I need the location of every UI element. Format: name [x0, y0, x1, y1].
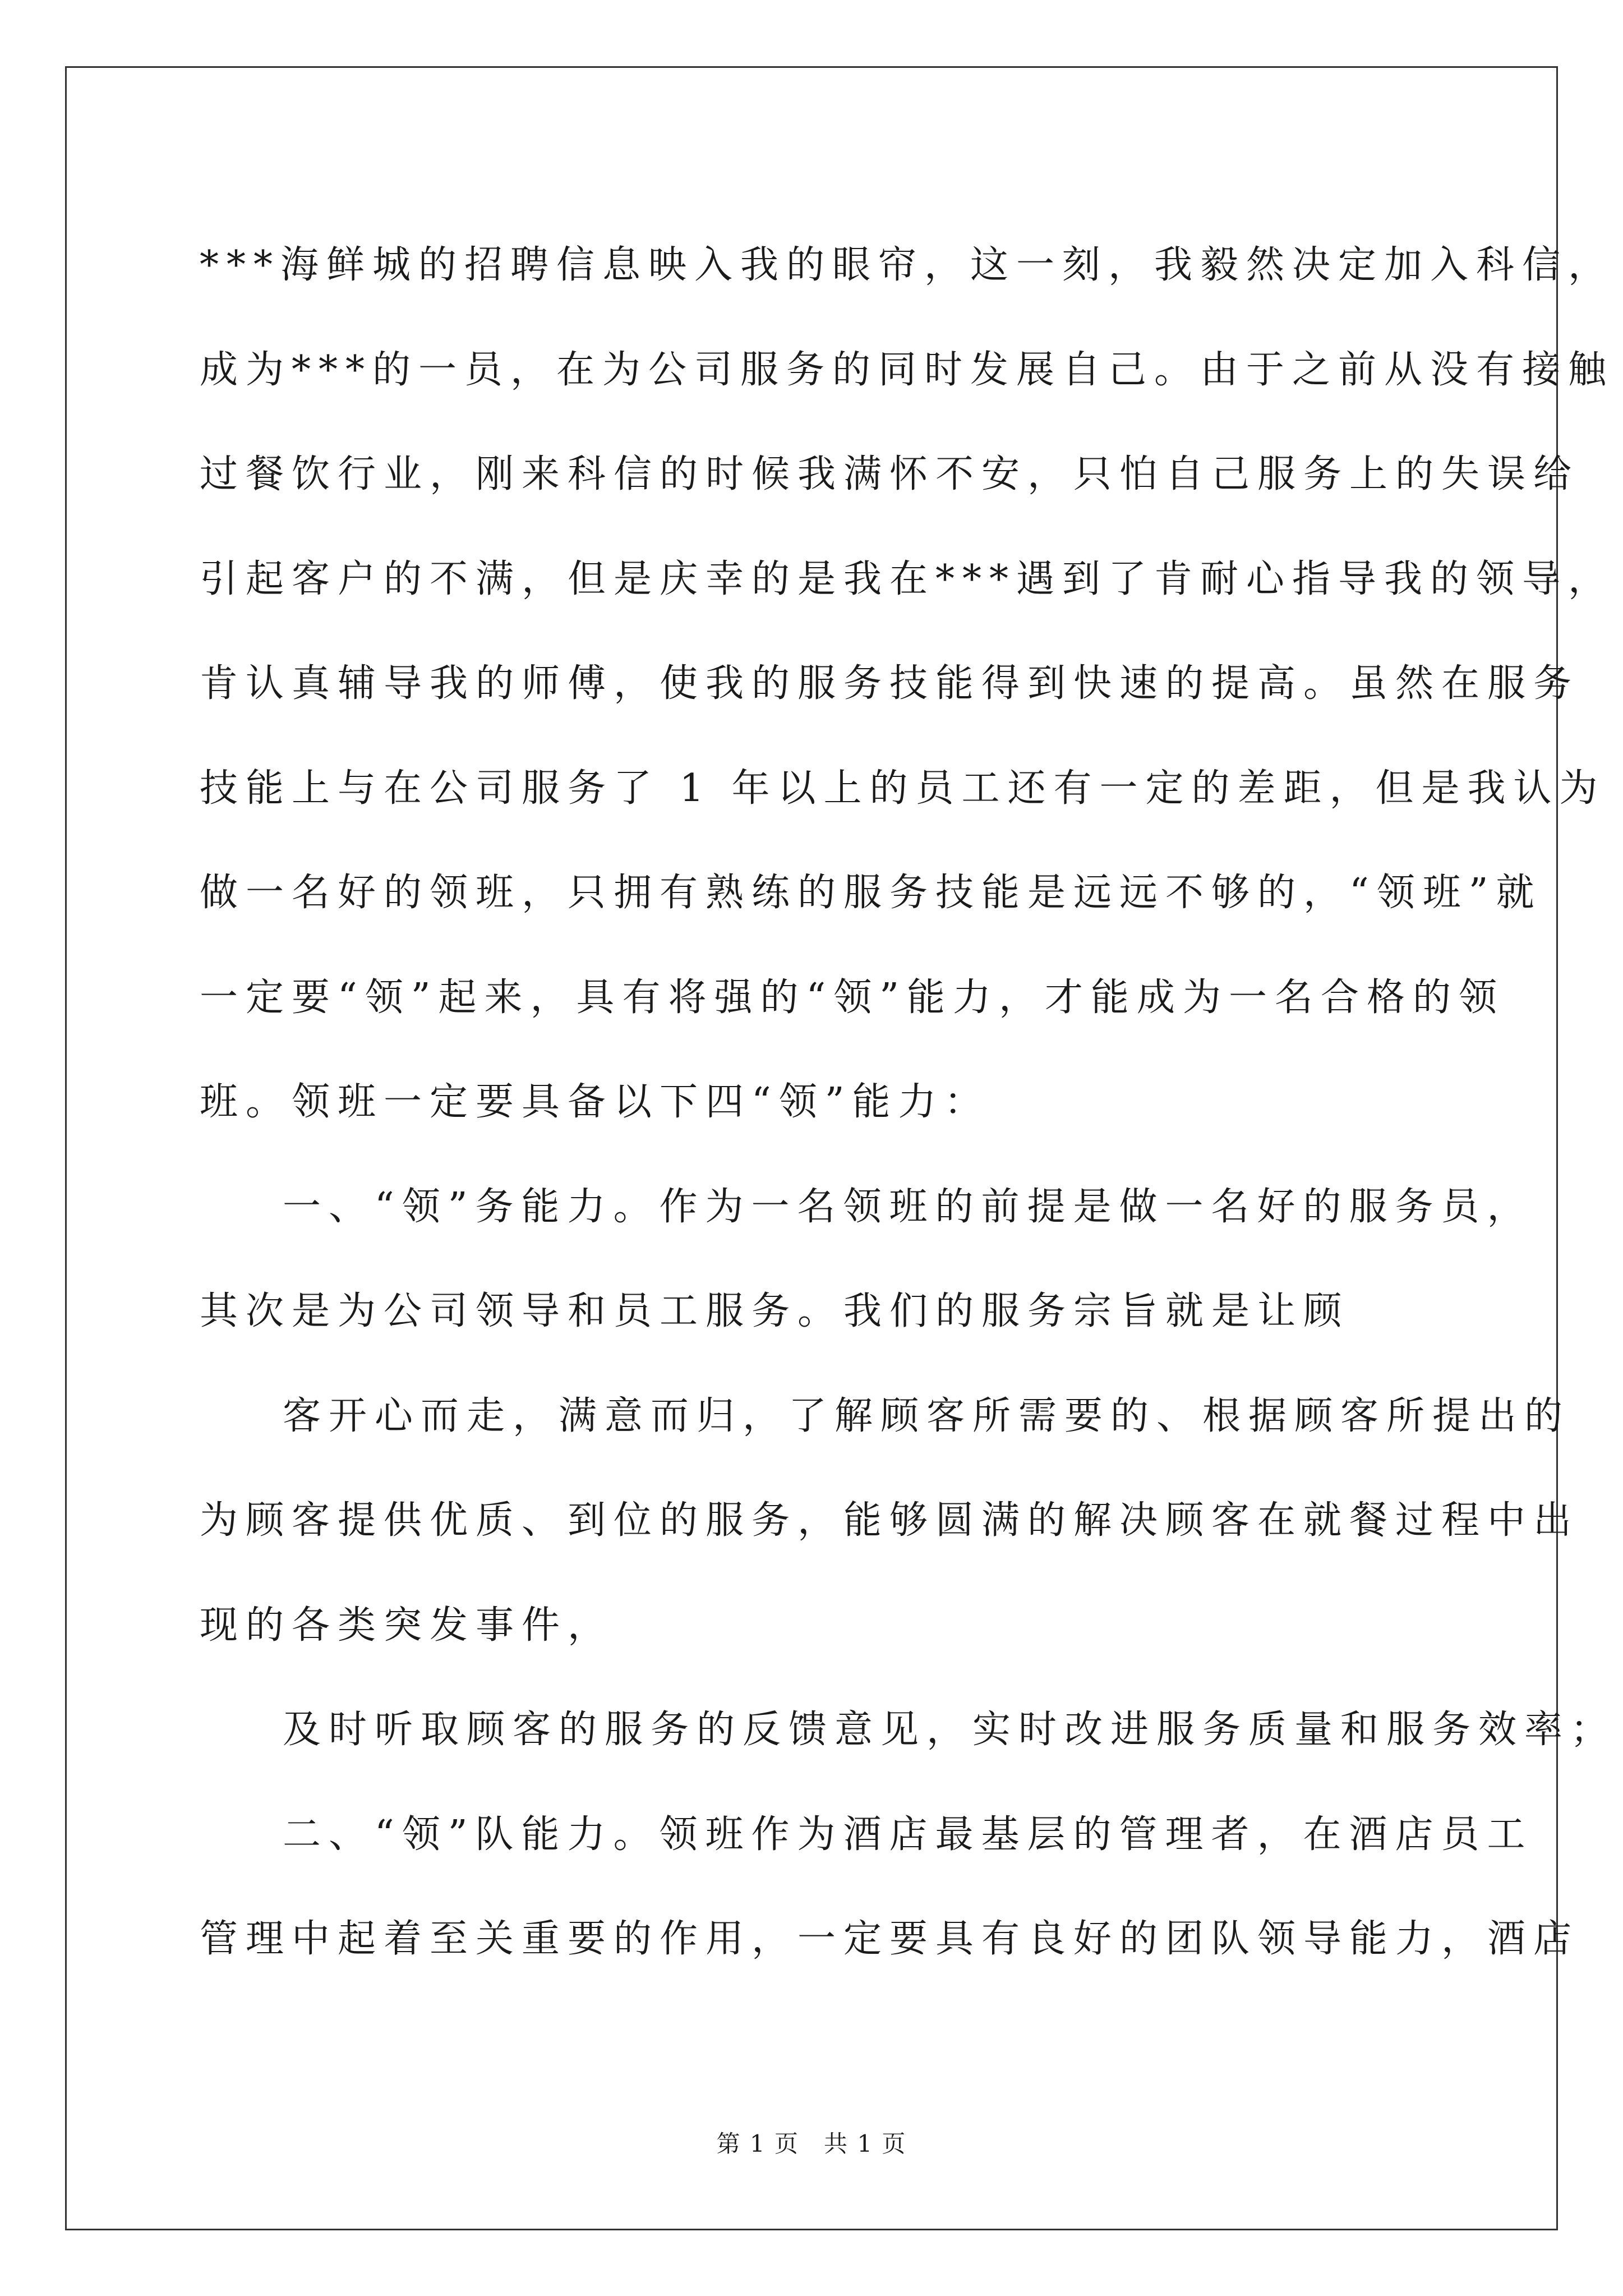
- text-line: 引起客户的不满，但是庆幸的是我在***遇到了肯耐心指导我的领导，: [200, 556, 1615, 601]
- text-line: 现的各类突发事件，: [200, 1603, 614, 1648]
- text-line: 过餐饮行业，刚来科信的时候我满怀不安，只怕自己服务上的失误给: [200, 452, 1580, 496]
- text-line: 班。领班一定要具备以下四“领”能力：: [200, 1080, 990, 1124]
- page-number: 第 1 页 共 1 页: [716, 2130, 907, 2157]
- text-line: 二、“领”队能力。领班作为酒店最基层的管理者，在酒店员工: [283, 1812, 1533, 1857]
- text-line: 为顾客提供优质、到位的服务，能够圆满的解决顾客在就餐过程中出: [200, 1498, 1580, 1543]
- document-body: [200, 213, 1617, 1992]
- text-line: 成为***的一员，在为公司服务的同时发展自己。由于之前从没有接触: [200, 347, 1615, 392]
- text-line: 客开心而走，满意而归，了解顾客所需要的、根据顾客所提出的: [283, 1393, 1571, 1438]
- text-line: 及时听取顾客的服务的反馈意见，实时改进服务质量和服务效率；: [283, 1708, 1617, 1752]
- text-line: ***海鲜城的招聘信息映入我的眼帘，这一刻，我毅然决定加入科信，: [200, 243, 1615, 287]
- page-footer: [0, 2127, 1623, 2161]
- text-line: 做一名好的领班，只拥有熟练的服务技能是远远不够的，“领班”就: [200, 871, 1542, 915]
- text-line: 其次是为公司领导和员工服务。我们的服务宗旨就是让顾: [200, 1289, 1350, 1333]
- text-line: 管理中起着至关重要的作用，一定要具有良好的团队领导能力，酒店: [200, 1917, 1580, 1961]
- text-line: 肯认真辅导我的师傅，使我的服务技能得到快速的提高。虽然在服务: [200, 661, 1580, 706]
- text-line: 一、“领”务能力。作为一名领班的前提是做一名好的服务员，: [283, 1184, 1533, 1229]
- text-line: 一定要“领”起来，具有将强的“领”能力，才能成为一名合格的领: [200, 975, 1505, 1020]
- text-line: 技能上与在公司服务了 1 年以上的员工还有一定的差距，但是我认为: [200, 766, 1606, 811]
